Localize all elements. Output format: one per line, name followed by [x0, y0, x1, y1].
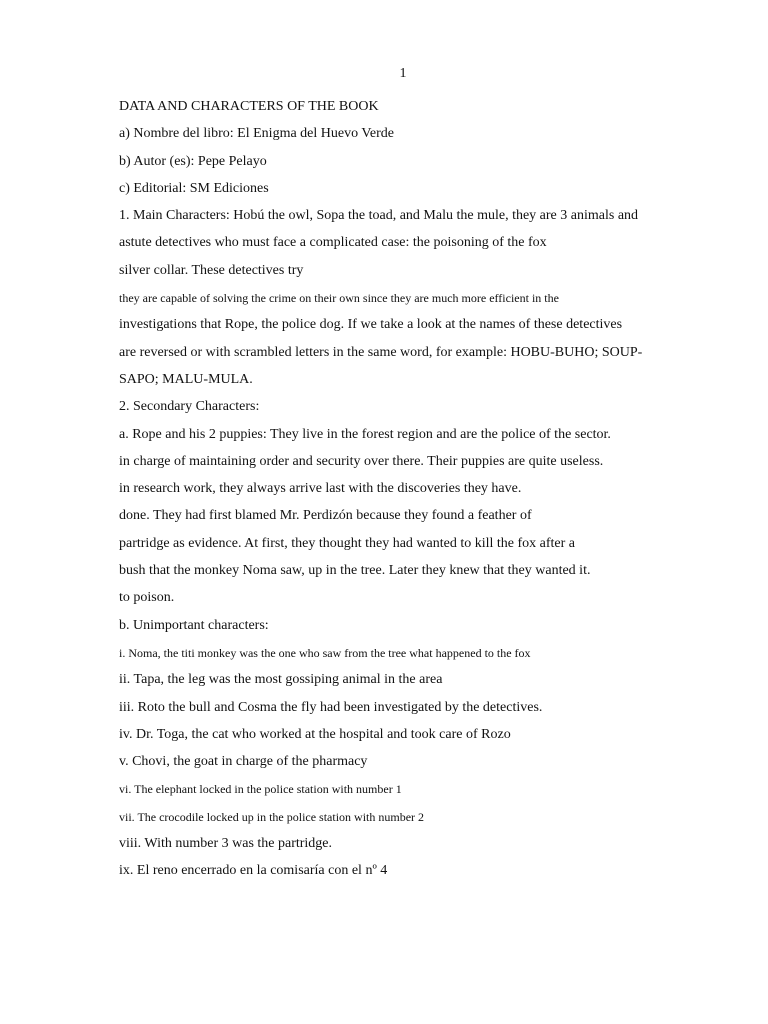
text-line: silver collar. These detectives try [119, 262, 304, 278]
text-line: they are capable of solving the crime on their own since they are much more efficient in the [119, 291, 559, 306]
text-line: 1. Main Characters: Hobú the owl, Sopa the toad, and Malu the mule, they are 3 animals and [119, 208, 639, 224]
text-line: a. Rope and his 2 puppies: They live in the forest region and are the police of the sector. [119, 426, 611, 442]
text-line: to poison. [119, 590, 175, 606]
text-line: SAPO; MALU-MULA. [119, 371, 253, 387]
text-line: v. Chovi, the goat in charge of the pharmacy [119, 754, 368, 770]
text-line: vi. The elephant locked in the police station with number 1 [119, 782, 402, 797]
text-line: b) Autor (es): Pepe Pelayo [119, 153, 267, 169]
text-line: investigations that Rope, the police dog. If we take a look at the names of these detectives [119, 317, 623, 333]
text-line: bush that the monkey Noma saw, up in the tree. Later they knew that they wanted it. [119, 563, 591, 579]
text-line: iv. Dr. Toga, the cat who worked at the hospital and took care of Rozo [119, 726, 511, 742]
page-number: 1 [399, 66, 407, 81]
text-line: in research work, they always arrive last with the discoveries they have. [119, 481, 522, 497]
text-line: 2. Secondary Characters: [119, 399, 260, 415]
text-line: ix. El reno encerrado en la comisaría con el nº 4 [119, 863, 388, 879]
text-line: a) Nombre del libro: El Enigma del Huevo Verde [119, 126, 394, 142]
text-line: astute detectives who must face a complicated case: the poisoning of the fox [119, 235, 547, 251]
text-line: done. They had first blamed Mr. Perdizón because they found a feather of [119, 508, 532, 524]
text-line: in charge of maintaining order and security over there. Their puppies are quite useless. [119, 453, 604, 469]
text-line: viii. With number 3 was the partridge. [119, 836, 333, 852]
text-line: ii. Tapa, the leg was the most gossiping animal in the area [119, 672, 443, 688]
text-line: DATA AND CHARACTERS OF THE BOOK [119, 99, 379, 114]
text-line: c) Editorial: SM Ediciones [119, 180, 269, 196]
text-line: iii. Roto the bull and Cosma the fly had been investigated by the detectives. [119, 699, 543, 715]
text-line: partridge as evidence. At first, they thought they had wanted to kill the fox after a [119, 535, 576, 551]
text-line: b. Unimportant characters: [119, 617, 269, 633]
text-line: i. Noma, the titi monkey was the one who saw from the tree what happened to the fox [119, 645, 531, 660]
document-body [119, 97, 659, 889]
text-line: vii. The crocodile locked up in the police station with number 2 [119, 809, 425, 824]
text-line: are reversed or with scrambled letters in the same word, for example: HOBU-BUHO; SOUP- [119, 344, 643, 360]
